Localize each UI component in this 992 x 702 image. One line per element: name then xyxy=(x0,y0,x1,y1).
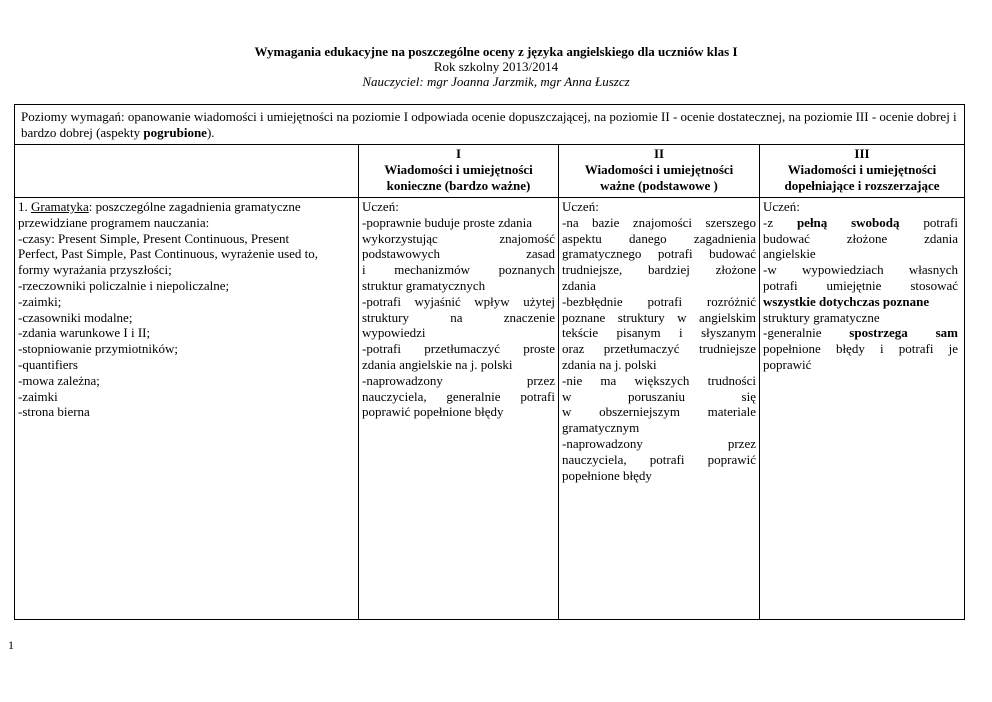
level-2-line: -bezbłędnie potrafi rozróżnić xyxy=(562,293,756,309)
topic-line: -rzeczowniki policzalnie i niepoliczalne; xyxy=(18,277,230,293)
level-3-cell xyxy=(760,199,964,373)
topic-line: formy wyrażania przyszłości; xyxy=(18,262,172,278)
level-1-line: -poprawnie buduje proste zdania xyxy=(362,214,533,230)
topic-line: -zaimki xyxy=(18,388,58,404)
level-2-cell xyxy=(559,199,759,483)
level-1-line: struktury na znaczenie xyxy=(362,309,555,325)
level-3-line: wszystkie dotychczas poznane xyxy=(763,293,930,309)
level-1-line: podstawowych zasad xyxy=(362,246,555,262)
topic-line: Perfect, Past Simple, Past Continuous, wyrażenie used to, xyxy=(18,246,319,262)
level-subtitle: konieczne (bardzo ważne) xyxy=(386,178,531,193)
level-1-line: -naprowadzony przez xyxy=(362,372,555,388)
level-3-bold: pełną swobodą xyxy=(796,214,900,230)
topic-line: -zaimki; xyxy=(18,293,62,309)
column-header-level-1 xyxy=(359,146,558,197)
intro-end: ). xyxy=(206,125,215,140)
level-title: Wiadomości i umiejętności xyxy=(787,162,937,177)
level-2-line: oraz przetłumaczyć trudniejsze xyxy=(562,341,756,357)
level-2-line: w poruszaniu się xyxy=(562,388,756,404)
level-1-line: poprawić popełnione błędy xyxy=(362,404,504,420)
level-2-line: -na bazie znajomości szerszego xyxy=(562,214,756,230)
level-3-line xyxy=(763,215,958,231)
level-title: Wiadomości i umiejętności xyxy=(384,162,533,177)
topic-line: -mowa zależna; xyxy=(18,372,100,388)
level-3-line: struktury gramatyczne xyxy=(763,309,880,325)
level-1-line: -potrafi przetłumaczyć proste xyxy=(362,341,555,357)
level-1-line: struktur gramatycznych xyxy=(362,277,486,293)
level-3-line: budować złożone zdania xyxy=(763,230,958,246)
intro-text: Poziomy wymagań: opanowanie wiadomości i umiejętności na poziomie I odpowiada ocenie dopuszczającej, na poziomie II - ocenie dostatecznej, na poziomie III - ocenie dobrej i bardzo dobrej (aspekty xyxy=(21,109,957,140)
topic-name: Gramatyka xyxy=(31,199,89,214)
level-3-text: -generalnie xyxy=(763,325,850,341)
level-1-line: nauczyciela, generalnie potrafi xyxy=(362,388,555,404)
level-2-line: zdania xyxy=(562,277,596,293)
level-3-text: potrafi xyxy=(899,214,958,230)
level-1-line: Uczeń: xyxy=(362,199,399,214)
level-2-line: aspektu danego zagadnienia xyxy=(562,230,756,246)
level-2-line: trudniejsze, bardziej złożone xyxy=(562,262,756,278)
document-title: Wymagania edukacyjne na poszczególne oceny z języka angielskiego dla uczniów klas I xyxy=(254,44,738,59)
level-3-line: potrafi umiejętnie stosować xyxy=(763,277,958,293)
header-row-divider xyxy=(15,197,964,198)
level-2-line: gramatycznym xyxy=(562,420,640,436)
level-1-line: i mechanizmów poznanych xyxy=(362,262,555,278)
level-2-line: gramatycznego potrafi budować xyxy=(562,246,756,262)
topic-line: -zdania warunkowe I i II; xyxy=(18,325,151,341)
level-1-line: wypowiedzi xyxy=(362,325,426,341)
level-1-line: wykorzystując znajomość xyxy=(362,230,555,246)
column-header-level-2 xyxy=(559,146,759,197)
document-header xyxy=(0,44,992,89)
column-header-level-3 xyxy=(760,146,964,197)
topic-heading xyxy=(18,199,355,215)
topic-line: -strona bierna xyxy=(18,404,90,420)
level-2-line: Uczeń: xyxy=(562,199,599,214)
topic-number: 1. xyxy=(18,199,31,214)
level-2-line: w obszerniejszym materiale xyxy=(562,404,756,420)
level-subtitle: ważne (podstawowe ) xyxy=(600,178,718,193)
level-3-line xyxy=(763,325,958,341)
level-3-line: Uczeń: xyxy=(763,199,800,214)
requirements-table xyxy=(14,104,965,620)
level-3-text: -z xyxy=(763,214,797,230)
page-number: 1 xyxy=(8,638,14,652)
level-3-line: -w wypowiedziach własnych xyxy=(763,262,958,278)
teacher-line: Nauczyciel: mgr Joanna Jarzmik, mgr Anna Łuszcz xyxy=(362,74,630,89)
level-2-line: zdania na j. polski xyxy=(562,356,657,372)
school-year: Rok szkolny 2013/2014 xyxy=(433,59,559,74)
level-numeral: II xyxy=(653,146,665,161)
topic-line: przewidziane programem nauczania: xyxy=(18,214,210,230)
level-1-cell xyxy=(359,199,558,420)
level-subtitle: dopełniające i rozszerzające xyxy=(784,178,940,193)
topic-line: -czasowniki modalne; xyxy=(18,309,133,325)
level-1-line: zdania angielskie na j. polski xyxy=(362,356,513,372)
topic-line: -czasy: Present Simple, Present Continuous, Present xyxy=(18,230,290,246)
level-3-line: angielskie xyxy=(763,246,816,262)
level-2-line: -nie ma większych trudności xyxy=(562,372,756,388)
level-1-line: -potrafi wyjaśnić wpływ użytej xyxy=(362,293,555,309)
topic-intro-rest: : poszczególne zagadnienia gramatyczne xyxy=(88,199,301,214)
level-3-bold: spostrzega sam xyxy=(849,325,958,341)
level-2-line: -naprowadzony przez xyxy=(562,435,756,451)
level-2-line: tekście pisanym i słyszanym xyxy=(562,325,756,341)
level-title: Wiadomości i umiejętności xyxy=(584,162,734,177)
level-numeral: III xyxy=(854,146,870,161)
level-2-line: popełnione błędy xyxy=(562,467,652,483)
topic-line: -quantifiers xyxy=(18,356,78,372)
intro-bold: pogrubione xyxy=(143,125,207,140)
level-3-line: popełnione błędy i potrafi je xyxy=(763,341,958,357)
level-numeral: I xyxy=(455,146,462,161)
level-2-line: nauczyciela, potrafi poprawić xyxy=(562,451,756,467)
topic-line: -stopniowanie przymiotników; xyxy=(18,341,178,357)
levels-intro xyxy=(15,105,964,145)
level-3-line: poprawić xyxy=(763,356,812,372)
topic-cell xyxy=(15,199,358,420)
level-2-line: poznane struktury w angielskim xyxy=(562,309,756,325)
